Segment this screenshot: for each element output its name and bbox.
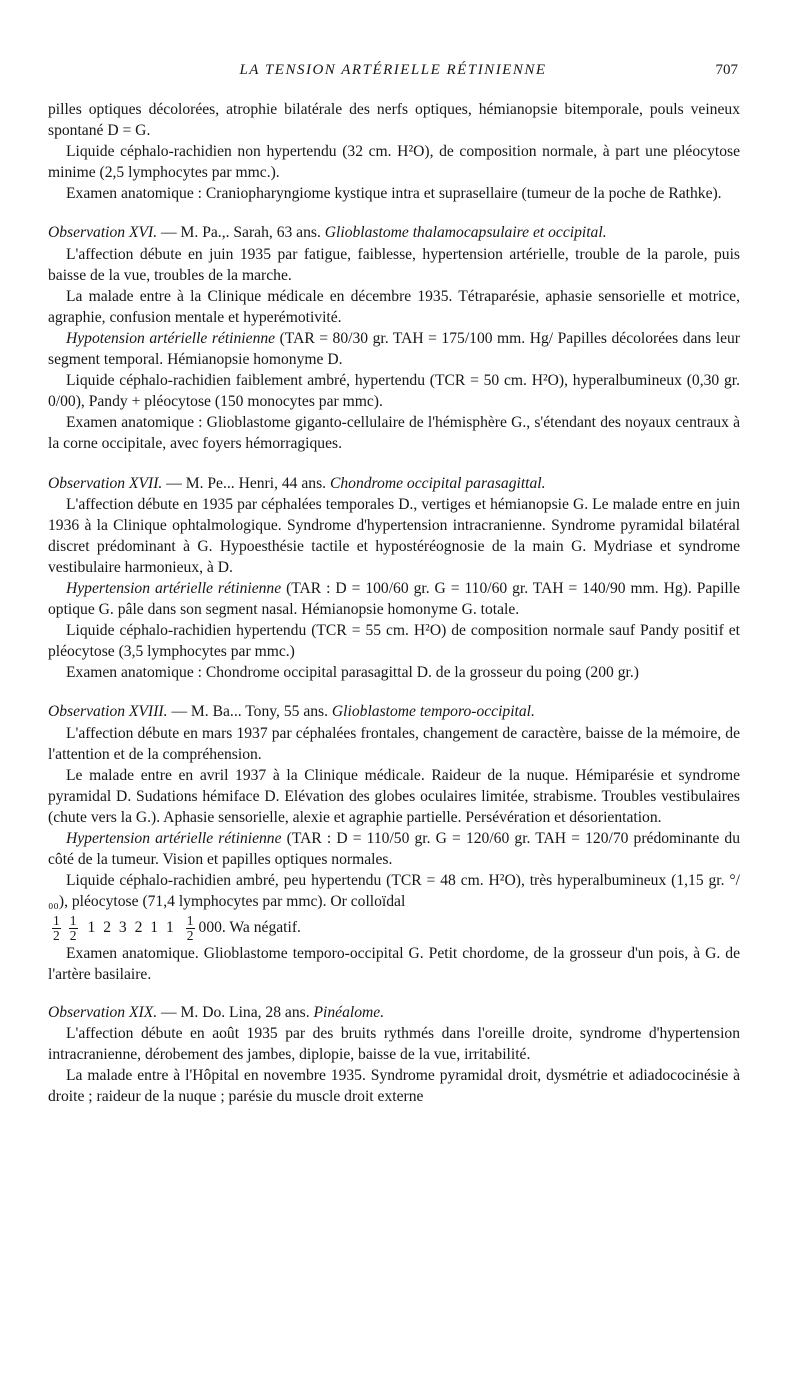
observation-17-heading [48,473,740,494]
clinical-paragraph: Le malade entre en avril 1937 à la Clinique médicale. Raideur de la nuque. Hémiparésie et syndrome pyramidal D. Sudations hémiface D. Elévation des globes oculaires limitée, strabisme. Troubles vestibulaires (chute vers la G.). Aphasie sensorielle, alexie et agraphie partielle. Persévération et désorientation. [48,766,740,826]
running-title: LA TENSION ARTÉRIELLE RÉTINIENNE [239,62,547,78]
pressure-label: Hypertension artérielle rétinienne [66,579,282,597]
clinical-paragraph: Liquide céphalo-rachidien hypertendu (TCR = 55 cm. H²O) de composition normale sauf Pandy positif et pléocytose (3,5 lymphocytes par mmc.) [48,622,740,661]
section-gap [48,683,740,701]
observation-title: Observation XVII. [48,474,163,492]
observation-title: Observation XVIII. [48,703,168,721]
clinical-paragraph: L'affection débute en mars 1937 par céphalées frontales, changement de caractère, baisse de la mémoire, de l'attention et de la compréhension. [48,724,740,763]
observation-title: Observation XVI. [48,224,158,242]
section-gap [48,986,740,1002]
intro-paragraph: Examen anatomique : Craniopharyngiome kystique intra et suprasellaire (tumeur de la poche de Rathke). [66,185,722,203]
page-number: 707 [715,62,738,78]
pressure-text: (TAR = 80/30 gr. TAH = 175/100 mm. Hg/ Papilles décolorées dans leur segment temporal. Hémianopsie homonyme D. [48,329,740,369]
body-text [48,99,740,1107]
clinical-paragraph [48,328,740,370]
clinical-paragraph: Examen anatomique. Glioblastome temporo-occipital G. Petit chordome, de la grosseur d'un pois, à G. de l'artère basilaire. [48,945,740,984]
colloidal-gold-curve [48,912,740,943]
pressure-label: Hypertension artérielle rétinienne [66,830,282,847]
section-gap [48,204,740,222]
fraction: $\frac{1}{2}$ [53,913,60,944]
colloid-digits: 1 2 3 2 1 1 [87,919,176,937]
colloid-tail: 000. Wa négatif. [198,919,301,937]
clinical-paragraph [48,578,740,620]
clinical-paragraph: Examen anatomique : Glioblastome giganto-cellulaire de l'hémisphère G., s'étendant des noyaux centraux à la corne occipitale, avec foyers hémorragiques. [48,414,740,453]
fraction: $\frac{1}{2}$ [186,913,194,944]
diagnosis: Glioblastome temporo-occipital. [331,703,535,721]
observation-title: Observation XIX. [48,1003,158,1021]
clinical-paragraph: L'affection débute en juin 1935 par fatigue, faiblesse, hypertension artérielle, trouble de la parole, puis baisse de la vue, troubles de la marche. [48,245,740,284]
fraction: $\frac{1}{2}$ [69,913,77,944]
clinical-paragraph: L'affection débute en 1935 par céphalées temporales D., vertiges et hémianopsie G. Le malade entre en juin 1936 à la Clinique ophtalmologique. Syndrome d'hypertension intracranienne. Syndrome pyramidal bilatéral discret prédominant à G. Hypoesthésie tactile et hypostéréognosie de la main G. Mydriase et syndrome vestibulaire harmonieux, à D. [48,495,740,576]
clinical-paragraph: La malade entre à l'Hôpital en novembre 1935. Syndrome pyramidal droit, dysmétrie et adiadococinésie à droite ; raideur de la nuque ; parésie du muscle droit externe [48,1066,740,1105]
patient-info: — M. Do. Lina, 28 ans. [161,1003,310,1021]
observation-18-heading [48,701,740,722]
diagnosis: Glioblastome thalamocapsulaire et occipital. [324,224,607,242]
intro-paragraph: pilles optiques décolorées, atrophie bilatérale des nerfs optiques, hémianopsie bitemporale, pouls veineux spontané D = G. [48,101,740,140]
clinical-paragraph [48,828,740,870]
observation-16-heading [48,222,740,243]
patient-info: — M. Pe... Henri, 44 ans. [166,474,327,492]
clinical-paragraph: La malade entre à la Clinique médicale en décembre 1935. Tétraparésie, aphasie sensorielle et motrice, agraphie, confusion mentale et hyperémotivité. [48,287,740,326]
patient-info: — M. Ba... Tony, 55 ans. [171,703,329,721]
diagnosis: Pinéalome. [313,1003,385,1021]
pressure-text: (TAR : D = 100/60 gr. G = 110/60 gr. TAH = 140/90 mm. Hg). Papille optique G. pâle dans son segment nasal. Hémianopsie homonyme G. totale. [48,579,741,619]
clinical-paragraph: Liquide céphalo-rachidien faiblement ambré, hypertendu (TCR = 50 cm. H²O), hyperalbumineux (0,30 gr. 0/00), Pandy + pléocytose (150 monocytes par mmc). [48,372,740,411]
page-header [48,62,738,84]
clinical-paragraph: L'affection débute en août 1935 par des bruits rythmés dans l'oreille droite, syndrome d'hypertension intracranienne, dérobement des jambes, diplopie, baisse de la vue, irritabilité. [48,1024,740,1063]
clinical-paragraph: Examen anatomique : Chondrome occipital parasagittal D. de la grosseur du poing (200 gr.) [66,664,639,682]
observation-19-heading [48,1002,740,1023]
diagnosis: Chondrome occipital parasagittal. [329,474,546,492]
pressure-label: Hypotension artérielle rétinienne [66,329,276,347]
patient-info: — M. Pa.,. Sarah, 63 ans. [161,224,321,242]
intro-paragraph: Liquide céphalo-rachidien non hypertendu (32 cm. H²O), de composition normale, à part une pléocytose minime (2,5 lymphocytes par mmc.). [48,143,740,182]
clinical-paragraph: Liquide céphalo-rachidien ambré, peu hypertendu (TCR = 48 cm. H²O), très hyperalbumineux (1,15 gr. °/₀₀), pléocytose (71,4 lymphocytes par mmc). Or colloïdal [48,872,740,911]
pressure-text: (TAR : D = 110/50 gr. G = 120/60 gr. TAH = 120/70 prédominante du côté de la tumeur. Vision et papilles optiques normales. [48,830,740,869]
section-gap [48,455,740,473]
